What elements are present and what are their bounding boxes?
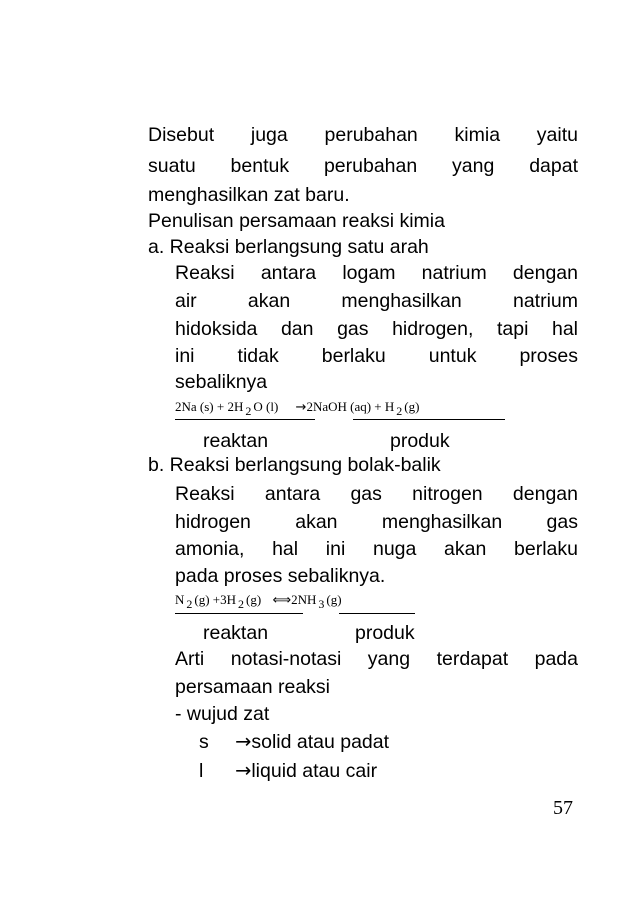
state-l-text: liquid atau cair — [251, 760, 378, 782]
notation-line: persamaan reaksi — [175, 676, 330, 698]
paragraph-line: Disebut juga perubahan kimia yaitu — [148, 124, 578, 146]
eq-a-part: (g) — [404, 399, 420, 414]
double-arrow-icon: ⟺ — [272, 593, 292, 608]
product-underline — [353, 419, 505, 420]
equation-b — [175, 592, 342, 612]
section-a-line: Reaksi antara logam natrium dengan — [175, 262, 578, 284]
product-label: produk — [390, 430, 450, 452]
state-s-row — [235, 729, 389, 755]
eq-a-subscript: 2 — [245, 404, 252, 418]
section-b-line: amonia, hal ini nuga akan berlaku — [175, 538, 578, 560]
eq-a-part: O (l) — [253, 399, 279, 414]
eq-b-part: (g) +3H — [194, 592, 237, 607]
section-b-line: pada proses sebaliknya. — [175, 565, 386, 587]
section-a-line: hidoksida dan gas hidrogen, tapi hal — [175, 318, 578, 340]
right-arrow-icon: → — [295, 400, 307, 415]
paragraph-line: suatu bentuk perubahan yang dapat — [148, 155, 578, 177]
section-a-line: ini tidak berlaku untuk proses — [175, 345, 578, 367]
section-a-line: air akan menghasilkan natrium — [175, 290, 578, 312]
eq-a-subscript: 2 — [396, 404, 403, 418]
eq-a-part: 2Na (s) + 2H — [175, 399, 244, 414]
reactant-underline — [175, 613, 303, 614]
reactant-label: reaktan — [203, 622, 269, 644]
product-label: produk — [355, 622, 415, 644]
section-b-title: b. Reaksi berlangsung bolak-balik — [148, 454, 441, 476]
eq-b-part: (g) — [246, 592, 262, 607]
eq-b-subscript: 2 — [238, 597, 245, 611]
state-l-row — [235, 758, 377, 784]
state-symbol-l: l — [199, 760, 204, 782]
section-a-title: a. Reaksi berlangsung satu arah — [148, 236, 429, 258]
state-s-text: solid atau padat — [251, 731, 390, 753]
section-a-line: sebaliknya — [175, 371, 268, 393]
section-heading: Penulisan persamaan reaksi kimia — [148, 210, 445, 232]
product-underline — [339, 613, 415, 614]
reactant-label: reaktan — [203, 430, 269, 452]
eq-b-part: 2NH — [291, 592, 317, 607]
right-arrow-icon: → — [235, 759, 252, 782]
state-symbol-s: s — [199, 731, 209, 753]
section-b-line: hidrogen akan menghasilkan gas — [175, 511, 578, 533]
page-number: 57 — [553, 797, 573, 819]
notation-item: - wujud zat — [175, 703, 270, 725]
right-arrow-icon: → — [235, 730, 252, 753]
equation-a — [175, 399, 419, 419]
reactant-underline — [175, 419, 315, 420]
eq-b-subscript: 2 — [186, 597, 193, 611]
eq-b-part: N — [175, 592, 185, 607]
eq-b-subscript: 3 — [318, 597, 325, 611]
eq-a-part: 2NaOH (aq) + H — [306, 399, 395, 414]
section-b-line: Reaksi antara gas nitrogen dengan — [175, 483, 578, 505]
notation-line: Arti notasi-notasi yang terdapat pada — [175, 648, 578, 670]
paragraph-line: menghasilkan zat baru. — [148, 184, 350, 206]
eq-b-part: (g) — [326, 592, 342, 607]
